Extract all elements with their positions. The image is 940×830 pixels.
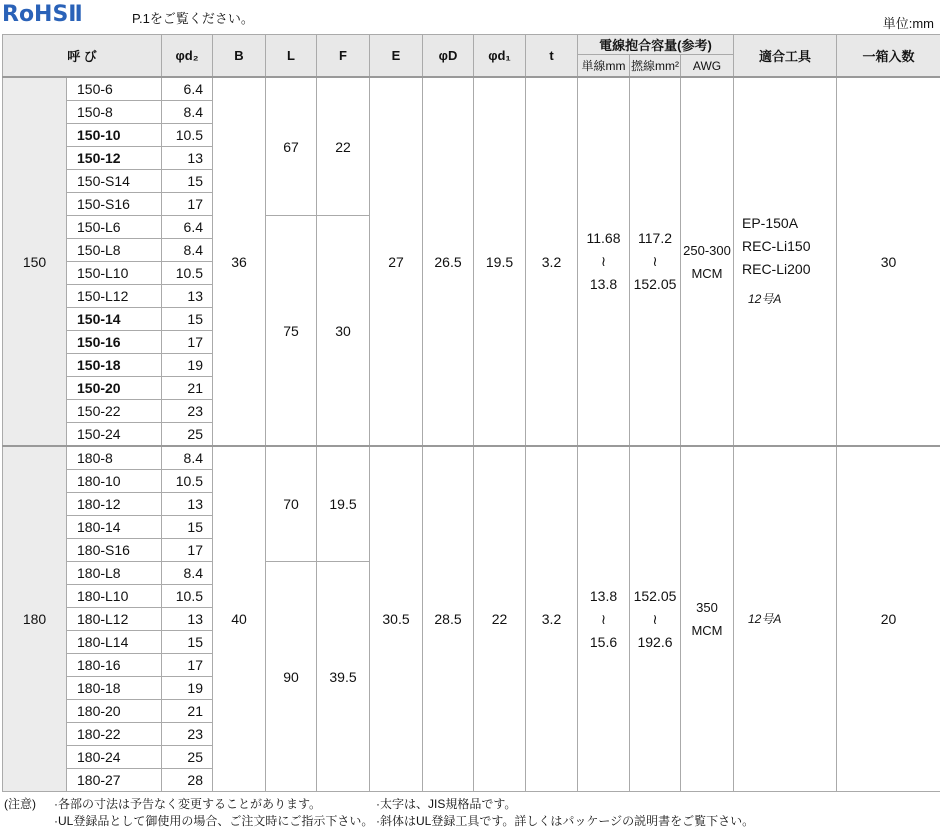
part-number: 150-16 <box>67 331 162 354</box>
col-capacity: 電線抱合容量(参考) <box>578 35 734 55</box>
part-number: 150-20 <box>67 377 162 400</box>
d2-value: 28 <box>162 769 213 792</box>
single-wire-line: 11.68 <box>587 230 621 246</box>
d2-value: 10.5 <box>162 124 213 147</box>
part-number: 150-L12 <box>67 285 162 308</box>
d2-value: 17 <box>162 193 213 216</box>
awg-capacity <box>681 77 734 446</box>
part-number: 180-20 <box>67 700 162 723</box>
part-number: 180-S16 <box>67 539 162 562</box>
col-awg: AWG <box>681 55 734 78</box>
stranded-wire-line: 152.05 <box>634 276 677 292</box>
d2-value: 13 <box>162 608 213 631</box>
section-180 <box>3 446 940 792</box>
d1-value: 19.5 <box>474 77 526 446</box>
single-wire-line: 13.8 <box>590 588 617 604</box>
spec-table <box>2 34 940 792</box>
d-value: 28.5 <box>423 446 474 792</box>
e-value: 27 <box>370 77 423 446</box>
l-value: 90 <box>266 562 317 792</box>
part-number: 180-8 <box>67 446 162 470</box>
stranded-wire-capacity <box>630 446 681 792</box>
d2-value: 17 <box>162 331 213 354</box>
section-150 <box>3 77 940 446</box>
d2-value: 15 <box>162 308 213 331</box>
col-tool: 適合工具 <box>734 35 837 78</box>
col-stranded: 撚線mm² <box>630 55 681 78</box>
col-d2: φd₂ <box>162 35 213 78</box>
d2-value: 15 <box>162 516 213 539</box>
t-value: 3.2 <box>526 77 578 446</box>
part-number: 180-14 <box>67 516 162 539</box>
note-line-2: ·UL登録品として御使用の場合、ご注文時にご指示下さい。 <box>54 813 373 830</box>
f-value: 30 <box>317 216 370 447</box>
l-value: 75 <box>266 216 317 447</box>
d2-value: 13 <box>162 285 213 308</box>
part-number: 180-L8 <box>67 562 162 585</box>
note-line-1: ·各部の寸法は予告なく変更することがあります。 <box>54 796 321 813</box>
d2-value: 10.5 <box>162 585 213 608</box>
col-f: F <box>317 35 370 78</box>
part-number: 180-22 <box>67 723 162 746</box>
part-number: 150-L10 <box>67 262 162 285</box>
single-wire-capacity <box>578 446 630 792</box>
rohs-logo: RoHSⅡ <box>2 2 83 27</box>
group-label: 150 <box>3 77 67 446</box>
awg-line: MCM <box>691 623 722 638</box>
col-e: E <box>370 35 423 78</box>
part-number: 150-8 <box>67 101 162 124</box>
part-number: 180-L10 <box>67 585 162 608</box>
part-number: 150-L6 <box>67 216 162 239</box>
awg-line: 250-300 <box>683 243 731 258</box>
d2-value: 15 <box>162 170 213 193</box>
table-row <box>3 446 940 470</box>
l-value: 70 <box>266 446 317 562</box>
part-number: 150-18 <box>67 354 162 377</box>
compatible-tools <box>734 77 837 446</box>
d2-value: 19 <box>162 677 213 700</box>
single-wire-line: ≀ <box>601 611 606 627</box>
b-value: 40 <box>213 446 266 792</box>
part-number: 150-6 <box>67 77 162 101</box>
part-number: 150-S14 <box>67 170 162 193</box>
d2-value: 17 <box>162 654 213 677</box>
tool-name: REC-Li150 <box>742 238 810 254</box>
single-wire-line: 13.8 <box>590 276 617 292</box>
box-quantity: 20 <box>837 446 940 792</box>
tool-name: REC-Li200 <box>742 261 810 277</box>
part-number: 150-10 <box>67 124 162 147</box>
d2-value: 10.5 <box>162 470 213 493</box>
box-quantity: 30 <box>837 77 940 446</box>
stranded-wire-line: 117.2 <box>638 230 672 246</box>
part-number: 180-18 <box>67 677 162 700</box>
t-value: 3.2 <box>526 446 578 792</box>
part-number: 180-10 <box>67 470 162 493</box>
stranded-wire-line: ≀ <box>652 611 657 627</box>
ul-tool-label: 12号A <box>748 612 781 626</box>
part-number: 180-27 <box>67 769 162 792</box>
part-number: 150-22 <box>67 400 162 423</box>
d2-value: 17 <box>162 539 213 562</box>
part-number: 180-16 <box>67 654 162 677</box>
d2-value: 8.4 <box>162 562 213 585</box>
page-header <box>0 0 940 32</box>
single-wire-capacity <box>578 77 630 446</box>
stranded-wire-line: 192.6 <box>637 634 672 650</box>
col-qty: 一箱入数 <box>837 35 940 78</box>
tool-name: EP-150A <box>742 215 798 231</box>
col-yobi: 呼 び <box>3 35 162 78</box>
ul-tool-label: 12号A <box>748 292 781 306</box>
col-b: B <box>213 35 266 78</box>
d2-value: 15 <box>162 631 213 654</box>
col-l: L <box>266 35 317 78</box>
awg-line: MCM <box>691 266 722 281</box>
d2-value: 21 <box>162 377 213 400</box>
d2-value: 23 <box>162 400 213 423</box>
d2-value: 10.5 <box>162 262 213 285</box>
unit-label: 単位:mm <box>883 13 934 32</box>
part-number: 150-14 <box>67 308 162 331</box>
part-number: 150-S16 <box>67 193 162 216</box>
e-value: 30.5 <box>370 446 423 792</box>
table-row <box>3 77 940 101</box>
col-d1: φd₁ <box>474 35 526 78</box>
col-single: 単線mm <box>578 55 630 78</box>
awg-line: 350 <box>696 600 718 615</box>
note-line-4: ·斜体はUL登録工具です。詳しくはパッケージの説明書をご覧下さい。 <box>376 813 754 830</box>
part-number: 180-24 <box>67 746 162 769</box>
part-number: 180-L12 <box>67 608 162 631</box>
col-d: φD <box>423 35 474 78</box>
d-value: 26.5 <box>423 77 474 446</box>
note-line-3: ·太字は、JIS規格品です。 <box>376 796 516 813</box>
d2-value: 21 <box>162 700 213 723</box>
d2-value: 25 <box>162 746 213 769</box>
part-number: 180-L14 <box>67 631 162 654</box>
single-wire-line: ≀ <box>601 253 606 269</box>
l-value: 67 <box>266 77 317 216</box>
single-wire-line: 15.6 <box>590 634 617 650</box>
d1-value: 22 <box>474 446 526 792</box>
d2-value: 6.4 <box>162 216 213 239</box>
awg-capacity <box>681 446 734 792</box>
d2-value: 25 <box>162 423 213 447</box>
rohs-reference: P.1をご覧ください。 <box>132 8 254 27</box>
col-t: t <box>526 35 578 78</box>
d2-value: 23 <box>162 723 213 746</box>
d2-value: 19 <box>162 354 213 377</box>
stranded-wire-capacity <box>630 77 681 446</box>
part-number: 180-12 <box>67 493 162 516</box>
d2-value: 13 <box>162 493 213 516</box>
d2-value: 8.4 <box>162 239 213 262</box>
d2-value: 8.4 <box>162 101 213 124</box>
d2-value: 13 <box>162 147 213 170</box>
d2-value: 8.4 <box>162 446 213 470</box>
f-value: 22 <box>317 77 370 216</box>
d2-value: 6.4 <box>162 77 213 101</box>
f-value: 39.5 <box>317 562 370 792</box>
compatible-tools <box>734 446 837 792</box>
stranded-wire-line: ≀ <box>652 253 657 269</box>
notes-label: (注意) <box>4 796 36 813</box>
stranded-wire-line: 152.05 <box>634 588 677 604</box>
part-number: 150-12 <box>67 147 162 170</box>
f-value: 19.5 <box>317 446 370 562</box>
group-label: 180 <box>3 446 67 792</box>
b-value: 36 <box>213 77 266 446</box>
part-number: 150-24 <box>67 423 162 447</box>
part-number: 150-L8 <box>67 239 162 262</box>
